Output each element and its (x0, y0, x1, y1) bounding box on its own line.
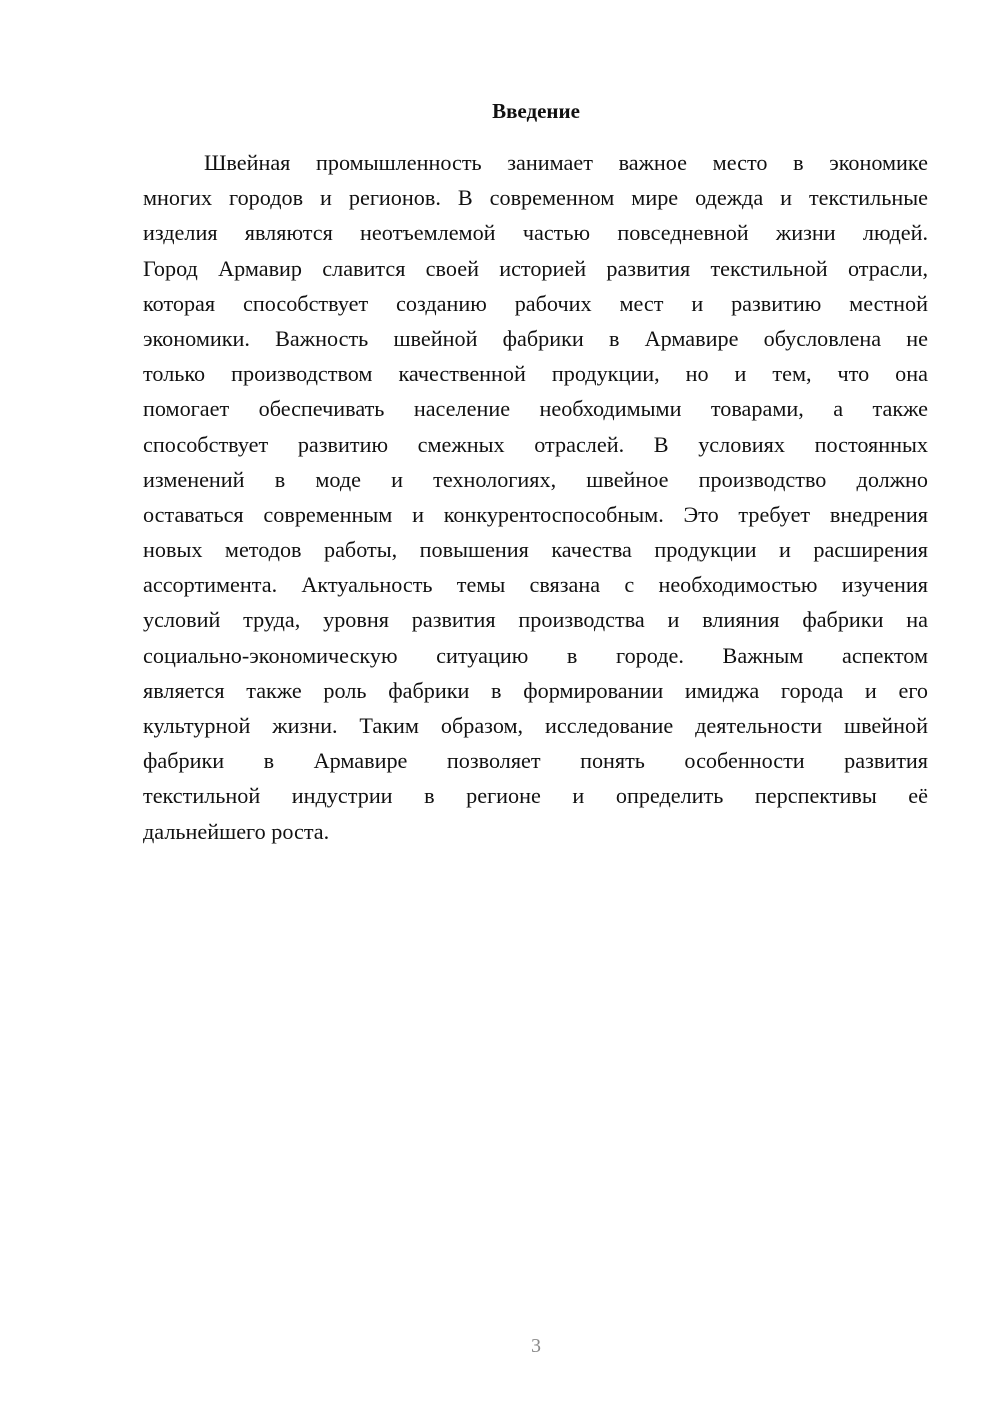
paragraph-line: изменений в моде и технологиях, швейное производство должно (143, 466, 928, 492)
paragraph-line: экономики. Важность швейной фабрики в Армавире обусловлена не (143, 325, 928, 351)
paragraph-line: Швейная промышленность занимает важное место в экономике (204, 150, 928, 175)
paragraph-line: фабрики в Армавире позволяет понять особенности развития (143, 748, 928, 774)
paragraph-line: новых методов работы, повышения качества продукции и расширения (143, 537, 928, 563)
introduction-paragraph (143, 145, 928, 849)
paragraph-line: текстильной индустрии в регионе и определить перспективы её (143, 783, 928, 809)
paragraph-line: только производством качественной продукции, но и тем, что она (143, 361, 928, 387)
paragraph-line: помогает обеспечивать население необходимыми товарами, а также (143, 396, 928, 422)
paragraph-line: которая способствует созданию рабочих мест и развитию местной (143, 290, 928, 316)
paragraph-line: дальнейшего роста. (143, 818, 330, 844)
page-number: 3 (531, 1335, 541, 1357)
paragraph-line: условий труда, уровня развития производства и влияния фабрики на (143, 607, 928, 633)
paragraph-line: изделия являются неотъемлемой частью повседневной жизни людей. (143, 220, 928, 246)
paragraph-line: культурной жизни. Таким образом, исследование деятельности швейной (143, 713, 928, 738)
paragraph-line: Город Армавир славится своей историей развития текстильной отрасли, (143, 255, 928, 281)
section-heading: Введение (492, 99, 580, 123)
paragraph-line: оставаться современным и конкурентоспособным. Это требует внедрения (143, 501, 928, 527)
paragraph-line: многих городов и регионов. В современном мире одежда и текстильные (143, 185, 928, 211)
paragraph-line: является также роль фабрики в формировании имиджа города и его (143, 677, 928, 703)
paragraph-line: ассортимента. Актуальность темы связана с необходимостью изучения (143, 572, 928, 598)
paragraph-line: способствует развитию смежных отраслей. В условиях постоянных (143, 431, 928, 457)
paragraph-line: социально-экономическую ситуацию в городе. Важным аспектом (143, 642, 928, 668)
